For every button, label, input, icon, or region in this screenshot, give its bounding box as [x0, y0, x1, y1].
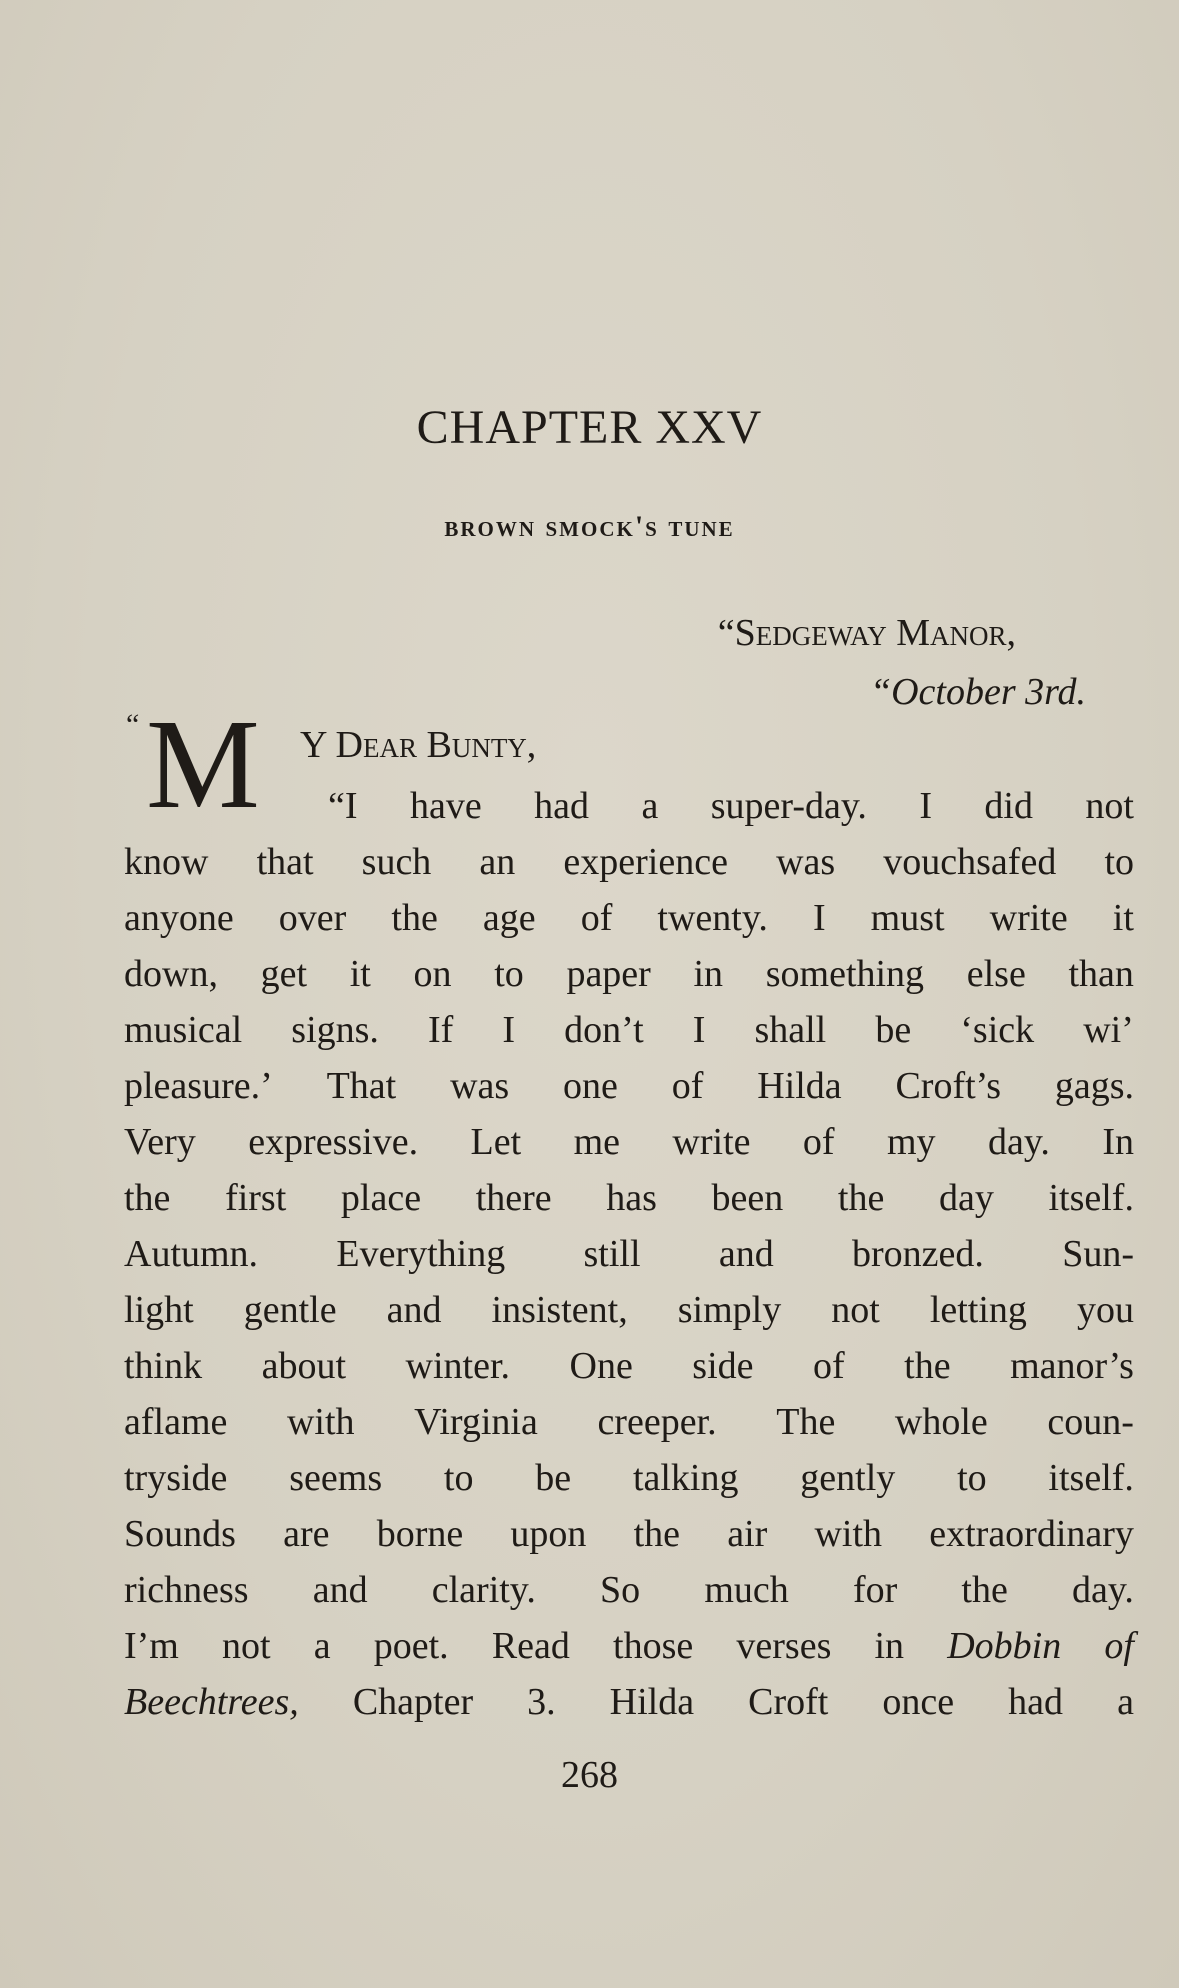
chapter-subtitle: brown smock's tune — [444, 510, 735, 543]
body-line: I’m not a poet. Read those verses in Dobbin of — [124, 1625, 1134, 1667]
body-line: think about winter. One side of the manor’s — [124, 1345, 1134, 1387]
letter-body — [124, 778, 1134, 1730]
body-line: Autumn. Everything still and bronzed. Sun- — [124, 1233, 1134, 1275]
body-line: Sounds are borne upon the air with extraordinary — [124, 1513, 1134, 1555]
page-number: 268 — [561, 1754, 618, 1796]
salutation: Y Dear Bunty, — [300, 724, 537, 766]
body-line: Very expressive. Let me write of my day. In — [124, 1121, 1134, 1163]
drop-cap: M — [146, 693, 260, 835]
body-line: richness and clarity. So much for the day. — [124, 1569, 1134, 1611]
opening-quote: “ — [126, 708, 140, 741]
body-line: the first place there has been the day itself. — [124, 1177, 1134, 1219]
body-line: pleasure.’ That was one of Hilda Croft’s gags. — [124, 1065, 1134, 1107]
body-line: down, get it on to paper in something else than — [124, 953, 1134, 995]
body-line: aflame with Virginia creeper. The whole coun- — [124, 1401, 1134, 1443]
body-line: tryside seems to be talking gently to itself. — [124, 1457, 1134, 1499]
chapter-title: CHAPTER XXV — [416, 401, 763, 454]
body-line: know that such an experience was vouchsafed to — [124, 841, 1134, 883]
letter-date: “October 3rd. — [869, 671, 1086, 713]
body-line: musical signs. If I don’t I shall be ‘sick wi’ — [124, 1009, 1134, 1051]
body-line: anyone over the age of twenty. I must write it — [124, 897, 1134, 939]
body-line: light gentle and insistent, simply not letting you — [124, 1289, 1134, 1331]
body-line: “I have had a super-day. I did not — [328, 785, 1134, 827]
body-line: Beechtrees, Chapter 3. Hilda Croft once had a — [124, 1681, 1134, 1723]
letter-address: “Sedgeway Manor, — [717, 612, 1016, 654]
